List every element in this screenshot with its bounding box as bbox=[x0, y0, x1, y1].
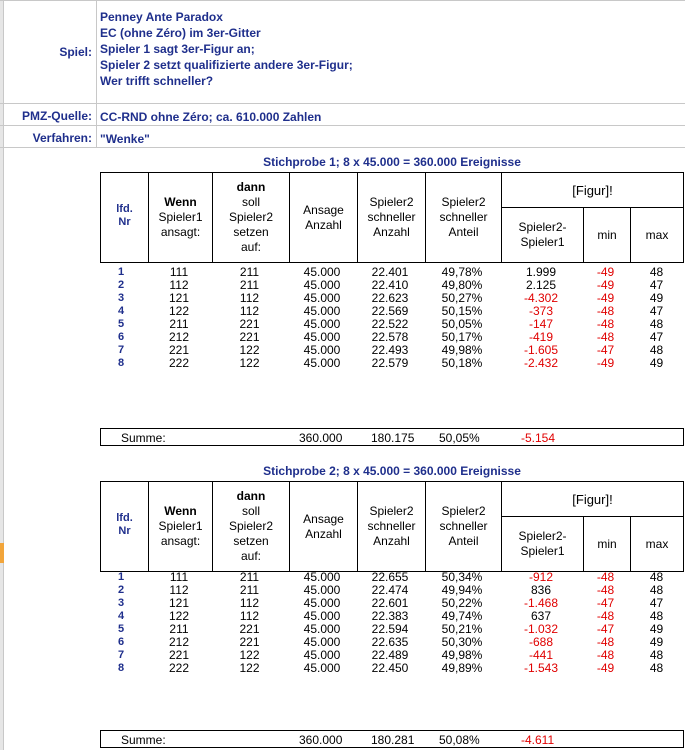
cell-anzahl: 22.655 bbox=[371, 570, 409, 584]
cell-dann: 112 bbox=[239, 304, 260, 318]
cell-max: 47 bbox=[649, 278, 664, 292]
cell-max: 49 bbox=[649, 356, 664, 370]
cell-max: 49 bbox=[649, 291, 664, 305]
cell-max: 49 bbox=[649, 622, 664, 636]
cell-wenn: 211 bbox=[169, 622, 189, 636]
cell-anteil: 49,98% bbox=[441, 343, 483, 357]
cell-wenn: 222 bbox=[168, 356, 190, 370]
cell-nr: 4 bbox=[118, 305, 125, 317]
cell-anzahl: 22.569 bbox=[371, 304, 409, 318]
cell-min: -48 bbox=[596, 570, 615, 584]
cell-dann: 112 bbox=[239, 596, 260, 610]
sum-anteil: 50,08% bbox=[439, 733, 480, 747]
cell-diff: 1.999 bbox=[525, 265, 557, 279]
cell-ansage: 45.000 bbox=[303, 356, 341, 370]
cell-anteil: 50,22% bbox=[441, 596, 483, 610]
header-s2-anzahl: Spieler2 schneller Anzahl bbox=[357, 173, 425, 262]
cell-dann: 211 bbox=[239, 583, 260, 597]
cell-max: 48 bbox=[649, 583, 664, 597]
verfahren-value: "Wenke" bbox=[100, 132, 150, 146]
table-row bbox=[100, 662, 684, 675]
cell-min: -48 bbox=[596, 317, 615, 331]
cell-anzahl: 22.410 bbox=[371, 278, 409, 292]
cell-anzahl: 22.474 bbox=[371, 583, 409, 597]
cell-wenn: 221 bbox=[168, 648, 190, 662]
header-s2-anzahl: Spieler2 schneller Anzahl bbox=[357, 482, 425, 571]
header-diff: Spieler2- Spieler1 bbox=[501, 208, 583, 262]
cell-anzahl: 22.578 bbox=[371, 330, 409, 344]
grid-line bbox=[0, 147, 685, 148]
cell-dann: 221 bbox=[239, 330, 260, 344]
cell-diff: -1.468 bbox=[523, 596, 559, 610]
cell-anzahl: 22.623 bbox=[371, 291, 409, 305]
cell-min: -47 bbox=[596, 343, 615, 357]
cell-min: -48 bbox=[596, 635, 615, 649]
cell-ansage: 45.000 bbox=[303, 278, 341, 292]
cell-wenn: 111 bbox=[169, 570, 189, 584]
sum-ansage: 360.000 bbox=[299, 733, 343, 747]
cell-dann: 211 bbox=[239, 570, 260, 584]
cell-min: -48 bbox=[596, 304, 615, 318]
cell-dann: 221 bbox=[239, 635, 260, 649]
pmz-value: CC-RND ohne Zéro; ca. 610.000 Zahlen bbox=[100, 110, 322, 124]
cell-ansage: 45.000 bbox=[303, 265, 341, 279]
cell-diff: -912 bbox=[528, 570, 554, 584]
sample-1-header bbox=[100, 172, 684, 263]
cell-diff: -441 bbox=[528, 648, 554, 662]
cell-max: 48 bbox=[649, 317, 664, 331]
cell-nr: 8 bbox=[118, 357, 125, 369]
cell-dann: 122 bbox=[239, 661, 260, 675]
cell-nr: 5 bbox=[118, 623, 125, 635]
cell-max: 47 bbox=[649, 330, 664, 344]
cell-diff: -1.543 bbox=[523, 661, 559, 675]
cell-ansage: 45.000 bbox=[303, 343, 341, 357]
spiel-line: Wer trifft schneller? bbox=[100, 74, 214, 88]
verfahren-label: Verfahren: bbox=[32, 131, 92, 145]
selected-row-marker bbox=[0, 543, 4, 563]
cell-anzahl: 22.635 bbox=[371, 635, 409, 649]
spiel-line: Spieler 1 sagt 3er-Figur an; bbox=[100, 42, 255, 56]
cell-nr: 4 bbox=[118, 610, 125, 622]
cell-ansage: 45.000 bbox=[303, 570, 341, 584]
cell-ansage: 45.000 bbox=[303, 635, 341, 649]
cell-max: 48 bbox=[649, 570, 664, 584]
cell-anteil: 49,98% bbox=[441, 648, 483, 662]
cell-wenn: 112 bbox=[169, 278, 189, 292]
sum-diff: -5.154 bbox=[521, 431, 556, 445]
sum-anteil: 50,05% bbox=[439, 431, 480, 445]
cell-min: -48 bbox=[596, 583, 615, 597]
sample-1-title: Stichprobe 1; 8 x 45.000 = 360.000 Ereignisse bbox=[263, 155, 521, 169]
cell-wenn: 211 bbox=[169, 317, 189, 331]
cell-diff: -1.032 bbox=[523, 622, 559, 636]
header-figur: [Figur]! bbox=[501, 482, 683, 517]
cell-max: 48 bbox=[649, 661, 664, 675]
header-dann: dann soll Spieler2 setzen auf: bbox=[212, 482, 289, 571]
sample-2-table bbox=[100, 571, 684, 675]
cell-min: -48 bbox=[596, 648, 615, 662]
cell-diff: 637 bbox=[530, 609, 552, 623]
spiel-description bbox=[100, 9, 353, 89]
cell-anteil: 50,34% bbox=[441, 570, 483, 584]
cell-wenn: 121 bbox=[168, 596, 190, 610]
cell-anzahl: 22.401 bbox=[371, 265, 409, 279]
cell-dann: 122 bbox=[239, 343, 260, 357]
cell-wenn: 212 bbox=[168, 635, 190, 649]
cell-max: 48 bbox=[649, 265, 664, 279]
cell-anzahl: 22.450 bbox=[371, 661, 409, 675]
header-min: min bbox=[583, 208, 630, 262]
sample-2-sum-row bbox=[100, 730, 684, 748]
cell-min: -49 bbox=[596, 356, 615, 370]
cell-nr: 6 bbox=[118, 331, 125, 343]
cell-wenn: 111 bbox=[169, 265, 189, 279]
header-max: max bbox=[630, 208, 683, 262]
cell-min: -47 bbox=[596, 596, 615, 610]
header-wenn: Wenn Spieler1 ansagt: bbox=[148, 173, 212, 262]
grid-line bbox=[0, 125, 685, 126]
cell-nr: 8 bbox=[118, 662, 125, 674]
cell-diff: -4.302 bbox=[523, 291, 559, 305]
grid-line bbox=[0, 103, 685, 104]
cell-wenn: 122 bbox=[168, 609, 190, 623]
cell-max: 48 bbox=[649, 648, 664, 662]
cell-anzahl: 22.522 bbox=[371, 317, 409, 331]
cell-anzahl: 22.594 bbox=[371, 622, 409, 636]
cell-nr: 3 bbox=[118, 292, 125, 304]
cell-anteil: 50,15% bbox=[441, 304, 483, 318]
table-row bbox=[100, 357, 684, 370]
cell-dann: 211 bbox=[239, 278, 260, 292]
header-figur: [Figur]! bbox=[501, 173, 683, 208]
cell-nr: 1 bbox=[118, 266, 125, 278]
cell-max: 47 bbox=[649, 596, 664, 610]
cell-anteil: 49,80% bbox=[441, 278, 483, 292]
cell-diff: -1.605 bbox=[523, 343, 559, 357]
cell-wenn: 122 bbox=[168, 304, 190, 318]
cell-min: -49 bbox=[596, 291, 615, 305]
cell-anzahl: 22.601 bbox=[371, 596, 409, 610]
grid-line bbox=[0, 0, 685, 1]
cell-ansage: 45.000 bbox=[303, 304, 341, 318]
cell-wenn: 222 bbox=[168, 661, 190, 675]
cell-dann: 112 bbox=[239, 291, 260, 305]
cell-anzahl: 22.579 bbox=[371, 356, 409, 370]
sample-1-table bbox=[100, 266, 684, 370]
spiel-line: EC (ohne Zéro) im 3er-Gitter bbox=[100, 26, 261, 40]
cell-anteil: 49,94% bbox=[441, 583, 483, 597]
sample-1-sum-row bbox=[100, 428, 684, 446]
cell-diff: 2.125 bbox=[525, 278, 557, 292]
header-wenn: Wenn Spieler1 ansagt: bbox=[148, 482, 212, 571]
cell-nr: 7 bbox=[118, 649, 125, 661]
cell-ansage: 45.000 bbox=[303, 596, 341, 610]
spiel-label: Spiel: bbox=[59, 45, 92, 59]
cell-anteil: 50,21% bbox=[441, 622, 483, 636]
header-dann: dann soll Spieler2 setzen auf: bbox=[212, 173, 289, 262]
cell-ansage: 45.000 bbox=[303, 661, 341, 675]
cell-diff: -2.432 bbox=[523, 356, 559, 370]
cell-min: -48 bbox=[596, 330, 615, 344]
cell-min: -48 bbox=[596, 609, 615, 623]
cell-ansage: 45.000 bbox=[303, 609, 341, 623]
cell-ansage: 45.000 bbox=[303, 317, 341, 331]
cell-diff: -147 bbox=[528, 317, 554, 331]
sample-2-title: Stichprobe 2; 8 x 45.000 = 360.000 Ereignisse bbox=[263, 464, 521, 478]
cell-max: 47 bbox=[649, 304, 664, 318]
grid-line bbox=[96, 0, 97, 148]
cell-nr: 3 bbox=[118, 597, 125, 609]
cell-anteil: 50,30% bbox=[441, 635, 483, 649]
cell-dann: 221 bbox=[239, 317, 260, 331]
header-lfd-nr: lfd. Nr bbox=[116, 203, 133, 228]
cell-wenn: 221 bbox=[168, 343, 190, 357]
cell-wenn: 212 bbox=[168, 330, 190, 344]
header-lfd-nr: lfd. Nr bbox=[116, 512, 133, 537]
sum-label: Summe: bbox=[121, 431, 166, 445]
cell-anzahl: 22.493 bbox=[371, 343, 409, 357]
cell-anteil: 49,89% bbox=[441, 661, 483, 675]
cell-wenn: 112 bbox=[169, 583, 189, 597]
header-s2-anteil: Spieler2 schneller Anteil bbox=[425, 173, 501, 262]
cell-min: -49 bbox=[596, 265, 615, 279]
cell-diff: -688 bbox=[528, 635, 554, 649]
cell-ansage: 45.000 bbox=[303, 330, 341, 344]
cell-anteil: 49,74% bbox=[441, 609, 483, 623]
cell-anteil: 50,17% bbox=[441, 330, 483, 344]
header-diff: Spieler2- Spieler1 bbox=[501, 517, 583, 571]
header-ansage: Ansage Anzahl bbox=[289, 173, 357, 262]
cell-nr: 2 bbox=[118, 279, 125, 291]
cell-ansage: 45.000 bbox=[303, 583, 341, 597]
cell-dann: 112 bbox=[239, 609, 260, 623]
header-ansage: Ansage Anzahl bbox=[289, 482, 357, 571]
header-min: min bbox=[583, 517, 630, 571]
cell-min: -49 bbox=[596, 278, 615, 292]
cell-anzahl: 22.383 bbox=[371, 609, 409, 623]
cell-max: 49 bbox=[649, 635, 664, 649]
cell-nr: 5 bbox=[118, 318, 125, 330]
sum-label: Summe: bbox=[121, 733, 166, 747]
cell-nr: 1 bbox=[118, 571, 125, 583]
cell-nr: 2 bbox=[118, 584, 125, 596]
cell-max: 48 bbox=[649, 343, 664, 357]
cell-dann: 211 bbox=[239, 265, 260, 279]
cell-max: 48 bbox=[649, 609, 664, 623]
cell-dann: 122 bbox=[239, 356, 260, 370]
cell-diff: -373 bbox=[528, 304, 554, 318]
cell-ansage: 45.000 bbox=[303, 648, 341, 662]
pmz-label: PMZ-Quelle: bbox=[21, 109, 92, 123]
cell-anteil: 49,78% bbox=[441, 265, 483, 279]
cell-anzahl: 22.489 bbox=[371, 648, 409, 662]
spiel-line: Spieler 2 setzt qualifizierte andere 3er-Figur; bbox=[100, 58, 353, 72]
sum-anzahl: 180.175 bbox=[371, 431, 415, 445]
cell-anteil: 50,27% bbox=[441, 291, 483, 305]
spiel-line: Penney Ante Paradox bbox=[100, 10, 223, 24]
cell-anteil: 50,05% bbox=[441, 317, 483, 331]
cell-dann: 221 bbox=[239, 622, 260, 636]
cell-nr: 6 bbox=[118, 636, 125, 648]
cell-ansage: 45.000 bbox=[303, 622, 341, 636]
sum-anzahl: 180.281 bbox=[371, 733, 415, 747]
sample-2-header bbox=[100, 481, 684, 572]
sum-diff: -4.611 bbox=[521, 733, 555, 747]
header-max: max bbox=[630, 517, 683, 571]
cell-wenn: 121 bbox=[168, 291, 190, 305]
cell-min: -47 bbox=[596, 622, 615, 636]
cell-anteil: 50,18% bbox=[441, 356, 483, 370]
cell-diff: -419 bbox=[528, 330, 554, 344]
cell-ansage: 45.000 bbox=[303, 291, 341, 305]
cell-nr: 7 bbox=[118, 344, 125, 356]
cell-dann: 122 bbox=[239, 648, 260, 662]
header-s2-anteil: Spieler2 schneller Anteil bbox=[425, 482, 501, 571]
cell-diff: 836 bbox=[530, 583, 552, 597]
sum-ansage: 360.000 bbox=[299, 431, 343, 445]
cell-min: -49 bbox=[596, 661, 615, 675]
